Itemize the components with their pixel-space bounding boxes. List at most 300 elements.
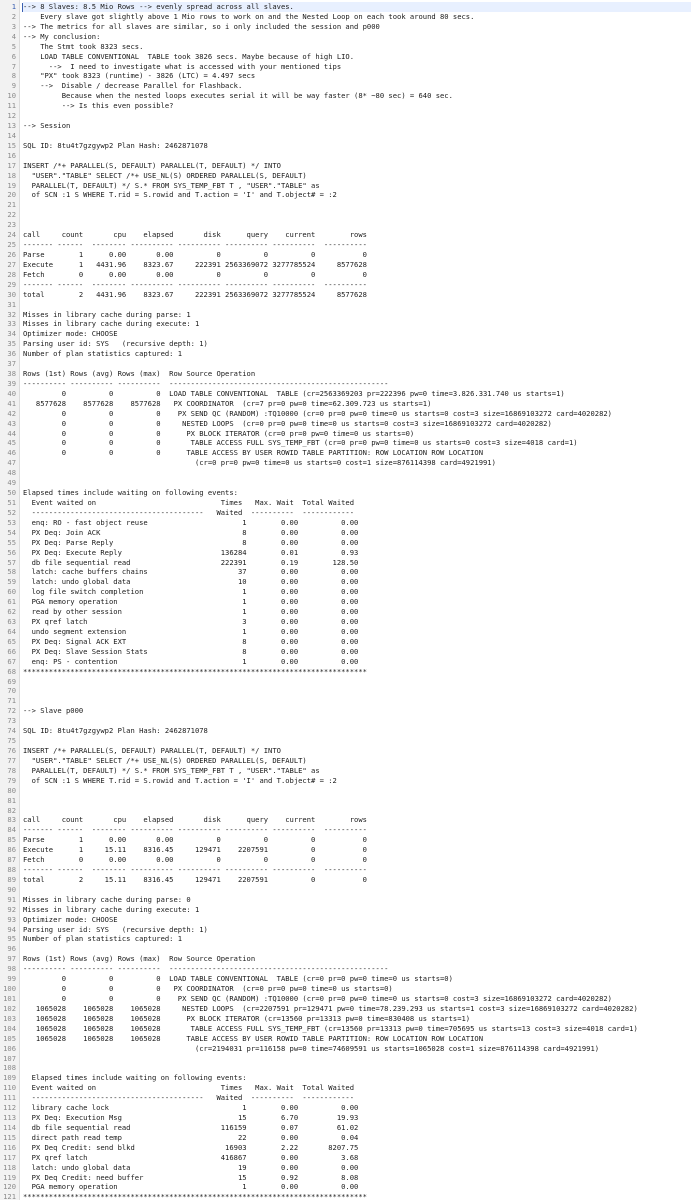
line-number: 102 [3, 1003, 16, 1013]
editor-line[interactable] [0, 250, 695, 260]
line-text: call count cpu elapsed disk query current rows [23, 815, 367, 825]
line-number: 7 [11, 61, 16, 71]
editor-line[interactable] [0, 339, 695, 349]
editor-line[interactable] [0, 1153, 695, 1163]
line-number: 1 [11, 2, 16, 11]
editor-line[interactable] [0, 925, 695, 935]
editor-line[interactable] [0, 230, 695, 240]
line-number: 42 [7, 408, 16, 418]
line-number: 24 [7, 230, 16, 240]
line-number: 45 [7, 438, 16, 448]
line-number: 105 [3, 1033, 16, 1043]
editor-line[interactable] [0, 101, 695, 111]
editor-line[interactable] [0, 280, 695, 290]
line-text: 0 0 0 NESTED LOOPS (cr=0 pr=0 pw=0 time=0 us starts=0 cost=3 size=16869103272 card=4020282) [23, 418, 552, 428]
line-number: 10 [7, 91, 16, 101]
editor-line[interactable] [0, 190, 695, 200]
editor-line[interactable] [0, 300, 695, 310]
editor-line[interactable] [0, 637, 695, 647]
line-text: enq: PS - contention 1 0.00 0.00 [23, 656, 359, 666]
line-text: Execute 1 15.11 8316.45 129471 2207591 0 0 [23, 845, 367, 855]
editor-line[interactable] [0, 310, 695, 320]
editor-line[interactable] [0, 1133, 695, 1143]
editor-line[interactable] [0, 1024, 695, 1034]
line-text: PX Deq: Signal ACK EXT 8 0.00 0.00 [23, 636, 359, 646]
line-text: enq: RO - fast object reuse 1 0.00 0.00 [23, 517, 359, 527]
line-number: 52 [7, 507, 16, 517]
editor-line[interactable] [0, 1173, 695, 1183]
line-text: Parsing user id: SYS (recursive depth: 1) [23, 339, 208, 349]
editor-line[interactable] [0, 786, 695, 796]
editor-line[interactable] [0, 91, 695, 101]
line-number: 74 [7, 726, 16, 736]
line-number: 82 [7, 805, 16, 815]
line-number: 4 [11, 31, 16, 41]
line-number: 15 [7, 140, 16, 150]
line-text: Elapsed times include waiting on following events: [23, 1073, 247, 1083]
line-text: latch: cache buffers chains 37 0.00 0.00 [23, 567, 359, 577]
line-text: --> 8 Slaves: 8.5 Mio Rows --> evenly spread across all slaves. [23, 2, 691, 12]
line-text: log file switch completion 1 0.00 0.00 [23, 587, 359, 597]
line-number: 62 [7, 607, 16, 617]
line-text: call count cpu elapsed disk query current rows [23, 230, 367, 240]
line-text: SQL ID: 8tu4t7gzgywp2 Plan Hash: 2462871078 [23, 140, 208, 150]
line-number: 87 [7, 855, 16, 865]
line-number: 64 [7, 626, 16, 636]
line-number: 117 [3, 1152, 16, 1162]
editor-line[interactable] [0, 667, 695, 677]
line-number: 92 [7, 904, 16, 914]
editor-line[interactable] [0, 806, 695, 816]
line-number: 22 [7, 210, 16, 220]
editor-line[interactable] [0, 1063, 695, 1073]
line-text: ---------- ---------- ---------- --------------------------------------------------- [23, 964, 389, 974]
line-text: 0 0 0 LOAD TABLE CONVENTIONAL TABLE (cr=2563369203 pr=222396 pw=0 time=3.826.331.740 us starts=1) [23, 388, 565, 398]
editor-line[interactable] [0, 32, 695, 42]
editor-line[interactable] [0, 1014, 695, 1024]
line-text: PX Deq: Execute Reply 136284 0.01 0.93 [23, 547, 359, 557]
line-text: latch: undo global data 10 0.00 0.00 [23, 577, 359, 587]
line-text: PGA memory operation 1 0.00 0.00 [23, 597, 359, 607]
editor-line[interactable] [0, 954, 695, 964]
line-text: INSERT /*+ PARALLEL(S, DEFAULT) PARALLEL(T, DEFAULT) */ INTO [23, 160, 281, 170]
editor-line[interactable] [0, 319, 695, 329]
editor-line[interactable] [0, 71, 695, 81]
editor-line[interactable] [0, 647, 695, 657]
editor-line[interactable] [0, 260, 695, 270]
line-text: (cr=0 pr=0 pw=0 time=0 us starts=0 cost=1 size=876114398 card=4921991) [23, 458, 496, 468]
editor-line[interactable] [0, 528, 695, 538]
editor-line[interactable] [0, 2, 695, 12]
editor-line[interactable] [0, 1143, 695, 1153]
line-number: 37 [7, 359, 16, 369]
line-number: 108 [3, 1063, 16, 1073]
editor-line[interactable] [0, 1044, 695, 1054]
editor-line[interactable] [0, 240, 695, 250]
line-number: 29 [7, 279, 16, 289]
editor-line[interactable] [0, 131, 695, 141]
line-number: 113 [3, 1113, 16, 1123]
line-number: 118 [3, 1162, 16, 1172]
editor-line[interactable] [0, 696, 695, 706]
line-text: Number of plan statistics captured: 1 [23, 934, 183, 944]
line-number: 90 [7, 884, 16, 894]
line-number: 20 [7, 190, 16, 200]
editor-line[interactable] [0, 885, 695, 895]
editor-line[interactable] [0, 627, 695, 637]
line-text: ------- ------ -------- ---------- ---------- ---------- ---------- ---------- [23, 240, 367, 250]
line-number: 59 [7, 577, 16, 587]
line-text: latch: undo global data 19 0.00 0.00 [23, 1162, 359, 1172]
editor-line[interactable] [0, 12, 695, 22]
editor-line[interactable] [0, 964, 695, 974]
line-text: --> Session [23, 121, 71, 131]
line-number: 83 [7, 815, 16, 825]
editor-line[interactable] [0, 220, 695, 230]
line-text: Number of plan statistics captured: 1 [23, 349, 183, 359]
editor-line[interactable] [0, 111, 695, 121]
editor-line[interactable] [0, 677, 695, 687]
editor-line[interactable] [0, 161, 695, 171]
line-text: Fetch 0 0.00 0.00 0 0 0 0 [23, 855, 367, 865]
line-text: (cr=2194031 pr=116158 pw=0 time=74609591 us starts=1065028 cost=1 size=876114398 card=4921991) [23, 1043, 600, 1053]
line-text: Misses in library cache during execute: 1 [23, 319, 200, 329]
line-number: 63 [7, 617, 16, 627]
editor-line[interactable] [0, 607, 695, 617]
editor-line[interactable] [0, 329, 695, 339]
line-number: 39 [7, 378, 16, 388]
line-text: ------- ------ -------- ---------- ---------- ---------- ---------- ---------- [23, 279, 367, 289]
line-number: 26 [7, 250, 16, 259]
line-number: 80 [7, 785, 16, 795]
line-text: 0 0 0 PX SEND QC (RANDOM) :TQ10000 (cr=0 pr=0 pw=0 time=0 us starts=0 cost=3 size=16869103272 card=4020282) [23, 994, 612, 1003]
editor-line[interactable] [0, 389, 695, 399]
editor-line[interactable] [0, 171, 695, 181]
line-number: 54 [7, 527, 16, 537]
line-number: 100 [3, 984, 16, 994]
editor-line[interactable] [0, 488, 695, 498]
line-number: 76 [7, 746, 16, 755]
editor-line[interactable] [0, 62, 695, 72]
editor-line[interactable] [0, 577, 695, 587]
line-number: 43 [7, 418, 16, 428]
editor-line[interactable] [0, 1113, 695, 1123]
editor-line[interactable] [0, 776, 695, 786]
line-text: 0 0 0 PX SEND QC (RANDOM) :TQ10000 (cr=0 pr=0 pw=0 time=0 us starts=0 cost=3 size=16869103272 card=4020282) [23, 408, 612, 418]
line-text: --> Is this even possible? [23, 101, 174, 111]
editor-line[interactable] [0, 1083, 695, 1093]
line-number: 71 [7, 696, 16, 706]
editor-line[interactable] [0, 994, 695, 1004]
line-text: 1065028 1065028 1065028 TABLE ACCESS BY USER ROWID TABLE PARTITION: ROW LOCATION ROW LOCATION [23, 1033, 483, 1043]
line-text: Optimizer mode: CHOOSE [23, 914, 118, 924]
line-text: db file sequential read 222391 0.19 128.50 [23, 557, 359, 567]
editor-line[interactable] [0, 141, 695, 151]
line-text: Parse 1 0.00 0.00 0 0 0 0 [23, 835, 367, 845]
line-text: Optimizer mode: CHOOSE [23, 329, 118, 339]
line-number: 89 [7, 874, 16, 884]
editor-line[interactable] [0, 508, 695, 518]
editor-line[interactable] [0, 617, 695, 627]
editor-line[interactable] [0, 934, 695, 944]
line-number: 120 [3, 1182, 16, 1192]
line-text: ---------- ---------- ---------- --------------------------------------------------- [23, 378, 389, 388]
line-number: 81 [7, 795, 16, 805]
line-text: ******************************************************************************** [23, 1192, 367, 1200]
editor-line[interactable] [0, 1163, 695, 1173]
line-text: --> The metrics for all slaves are similar, so i only included the session and p000 [23, 21, 380, 31]
editor-line[interactable] [0, 151, 695, 161]
line-text: ---------------------------------------- Waited ---------- ------------ [23, 507, 355, 517]
editor-line[interactable] [0, 52, 695, 62]
line-text: ------- ------ -------- ---------- ---------- ---------- ---------- ---------- [23, 825, 367, 835]
line-text: ------- ------ -------- ---------- ---------- ---------- ---------- ---------- [23, 865, 367, 875]
editor-line[interactable] [0, 379, 695, 389]
editor-line[interactable] [0, 1054, 695, 1064]
line-number: 65 [7, 636, 16, 646]
editor-line[interactable] [0, 686, 695, 696]
line-text: 0 0 0 PX BLOCK ITERATOR (cr=0 pr=0 pw=0 time=0 us starts=0) [23, 428, 415, 438]
editor-line[interactable] [0, 657, 695, 667]
line-text: Elapsed times include waiting on following events: [23, 488, 238, 498]
line-number: 75 [7, 736, 16, 746]
line-number: 35 [7, 339, 16, 349]
line-number: 30 [7, 289, 16, 299]
editor-line[interactable] [0, 1182, 695, 1192]
editor-line[interactable] [0, 726, 695, 736]
line-number: 101 [3, 994, 16, 1003]
editor-line[interactable] [0, 756, 695, 766]
editor-line[interactable] [0, 1192, 695, 1200]
editor-line[interactable] [0, 270, 695, 280]
line-number: 78 [7, 765, 16, 775]
editor-line[interactable] [0, 905, 695, 915]
editor-line[interactable] [0, 597, 695, 607]
editor-line[interactable] [0, 746, 695, 756]
line-number: 95 [7, 934, 16, 944]
line-text: LOAD TABLE CONVENTIONAL TABLE took 3826 secs. Maybe because of high LIO. [23, 51, 355, 61]
line-number: 73 [7, 716, 16, 726]
line-number: 2 [11, 11, 16, 21]
line-text: 0 0 0 TABLE ACCESS BY USER ROWID TABLE PARTITION: ROW LOCATION ROW LOCATION [23, 448, 483, 458]
line-text: 0 0 0 PX COORDINATOR (cr=0 pr=0 pw=0 time=0 us starts=0) [23, 984, 393, 994]
line-number: 115 [3, 1132, 16, 1142]
editor-line[interactable] [0, 478, 695, 488]
editor-line[interactable] [0, 706, 695, 716]
line-text: PX qref latch 3 0.00 0.00 [23, 617, 359, 627]
editor-line[interactable] [0, 855, 695, 865]
editor-line[interactable] [0, 22, 695, 32]
editor-line[interactable] [0, 1073, 695, 1083]
line-text: 1065028 1065028 1065028 TABLE ACCESS FULL SYS_TEMP_FBT (cr=13560 pr=13313 pw=0 time=705695 us starts=13 cost=3 size=4018 card=1) [23, 1023, 638, 1033]
line-text: Misses in library cache during execute: 1 [23, 904, 200, 914]
editor-line[interactable] [0, 915, 695, 925]
editor-line[interactable] [0, 399, 695, 409]
line-text: PX Deq: Slave Session Stats 8 0.00 0.00 [23, 646, 359, 656]
line-number: 19 [7, 180, 16, 190]
editor-line[interactable] [0, 538, 695, 548]
line-number: 91 [7, 894, 16, 904]
line-text: PARALLEL(T, DEFAULT) */ S.* FROM SYS_TEMP_FBT T , "USER"."TABLE" as [23, 180, 320, 190]
line-number: 36 [7, 349, 16, 359]
editor-line[interactable] [0, 587, 695, 597]
line-text: Event waited on Times Max. Wait Total Waited [23, 1083, 355, 1093]
editor-line[interactable] [0, 359, 695, 369]
line-text: "PX" took 8323 (runtime) - 3826 (LTC) = 4.497 secs [23, 71, 256, 81]
line-number: 84 [7, 825, 16, 835]
line-number: 88 [7, 865, 16, 875]
editor-line[interactable] [0, 875, 695, 885]
editor-line[interactable] [0, 290, 695, 300]
line-number: 50 [7, 488, 16, 498]
line-text: --> My conclusion: [23, 31, 101, 41]
line-text: Every slave got slightly above 1 Mio rows to work on and the Nested Loop on each took around 80 secs. [23, 11, 475, 21]
line-text: Parsing user id: SYS (recursive depth: 1) [23, 924, 208, 934]
line-text: PX Deq: Join ACK 8 0.00 0.00 [23, 527, 359, 537]
line-number: 93 [7, 914, 16, 924]
line-number: 107 [3, 1053, 16, 1063]
line-text: direct path read temp 22 0.00 0.04 [23, 1132, 359, 1142]
line-number: 94 [7, 924, 16, 934]
editor-line[interactable] [0, 518, 695, 528]
editor-line[interactable] [0, 181, 695, 191]
line-number: 40 [7, 388, 16, 398]
line-number: 104 [3, 1023, 16, 1033]
line-text: library cache lock 1 0.00 0.00 [23, 1103, 359, 1113]
editor-line[interactable] [0, 1034, 695, 1044]
line-number: 68 [7, 666, 16, 676]
line-number: 111 [3, 1093, 16, 1103]
line-text: db file sequential read 116159 0.07 61.02 [23, 1122, 359, 1132]
line-text: PX Deq Credit: need buffer 15 0.92 8.08 [23, 1172, 359, 1182]
editor-line[interactable] [0, 567, 695, 577]
editor-line[interactable] [0, 548, 695, 558]
line-text: "USER"."TABLE" SELECT /*+ USE_NL(S) ORDERED PARALLEL(S, DEFAULT) [23, 170, 307, 180]
editor-line[interactable] [0, 409, 695, 419]
line-number: 116 [3, 1142, 16, 1152]
line-text: Execute 1 4431.96 8323.67 222391 2563369072 3277785524 8577628 [23, 259, 367, 269]
editor-line[interactable] [0, 835, 695, 845]
line-number: 66 [7, 646, 16, 656]
editor-line[interactable] [0, 210, 695, 220]
editor-line[interactable] [0, 121, 695, 131]
line-number: 51 [7, 498, 16, 507]
editor-line[interactable] [0, 865, 695, 875]
editor-line[interactable] [0, 369, 695, 379]
editor-line[interactable] [0, 498, 695, 508]
line-number: 86 [7, 845, 16, 855]
line-number: 31 [7, 299, 16, 309]
line-number: 110 [3, 1083, 16, 1093]
line-text: ******************************************************************************** [23, 666, 367, 676]
line-number: 11 [7, 101, 16, 111]
line-text: undo segment extension 1 0.00 0.00 [23, 626, 359, 636]
editor-line[interactable] [0, 1093, 695, 1103]
line-number: 9 [11, 81, 16, 91]
line-number: 69 [7, 676, 16, 686]
editor-line[interactable] [0, 766, 695, 776]
editor-line[interactable] [0, 349, 695, 359]
editor-line[interactable] [0, 448, 695, 458]
line-number: 119 [3, 1172, 16, 1182]
line-number: 112 [3, 1103, 16, 1113]
editor-line[interactable] [0, 815, 695, 825]
line-number: 14 [7, 130, 16, 140]
line-number: 121 [3, 1192, 16, 1200]
line-number: 47 [7, 458, 16, 468]
editor-line[interactable] [0, 1004, 695, 1014]
editor-line[interactable] [0, 984, 695, 994]
editor-line[interactable] [0, 419, 695, 429]
editor-line[interactable] [0, 429, 695, 439]
line-text: 8577628 8577628 8577628 PX COORDINATOR (cr=7 pr=0 pw=0 time=62.309.723 us starts=1) [23, 398, 432, 408]
editor-line[interactable] [0, 716, 695, 726]
line-number: 60 [7, 587, 16, 597]
line-number: 46 [7, 448, 16, 458]
line-text: of SCN :1 S WHERE T.rid = S.rowid and T.action = 'I' and T.object# = :2 [23, 775, 337, 785]
line-number: 97 [7, 954, 16, 964]
line-text: "USER"."TABLE" SELECT /*+ USE_NL(S) ORDERED PARALLEL(S, DEFAULT) [23, 755, 307, 765]
editor-line[interactable] [0, 468, 695, 478]
line-number: 53 [7, 517, 16, 527]
line-text: PX qref latch 416867 0.00 3.68 [23, 1152, 359, 1162]
editor-line[interactable] [0, 845, 695, 855]
line-number: 6 [11, 51, 16, 61]
editor-line[interactable] [0, 796, 695, 806]
line-number: 58 [7, 567, 16, 577]
editor-line[interactable] [0, 200, 695, 210]
editor-line[interactable] [0, 558, 695, 568]
editor-line[interactable] [0, 736, 695, 746]
editor-line[interactable] [0, 974, 695, 984]
line-text: of SCN :1 S WHERE T.rid = S.rowid and T.action = 'I' and T.object# = :2 [23, 190, 337, 200]
line-number: 5 [11, 41, 16, 51]
line-text: --> Slave p000 [23, 706, 84, 716]
editor-line[interactable] [0, 895, 695, 905]
editor-line[interactable] [0, 42, 695, 52]
line-number: 3 [11, 21, 16, 31]
line-number: 18 [7, 170, 16, 180]
line-text: --> Disable / decrease Parallel for Flashback. [23, 81, 243, 91]
line-text: SQL ID: 8tu4t7gzgywp2 Plan Hash: 2462871078 [23, 726, 208, 736]
line-number: 114 [3, 1122, 16, 1132]
line-text: PX Deq: Execution Msg 15 6.70 19.93 [23, 1113, 359, 1123]
line-number: 23 [7, 220, 16, 230]
editor-line[interactable] [0, 1123, 695, 1133]
line-number: 16 [7, 150, 16, 160]
line-text: PX Deq Credit: send blkd 16903 2.22 8207.75 [23, 1142, 359, 1152]
editor-line[interactable] [0, 81, 695, 91]
editor-line[interactable] [0, 438, 695, 448]
line-text: INSERT /*+ PARALLEL(S, DEFAULT) PARALLEL(T, DEFAULT) */ INTO [23, 746, 281, 755]
line-number: 8 [11, 71, 16, 81]
editor-line[interactable] [0, 1103, 695, 1113]
editor-line[interactable] [0, 944, 695, 954]
line-number: 49 [7, 478, 16, 488]
line-text: Because when the nested loops executes serial it will be way faster (8* ~80 sec) = 640 sec. [23, 91, 453, 101]
line-number: 98 [7, 964, 16, 974]
line-number: 79 [7, 775, 16, 785]
line-text: total 2 15.11 8316.45 129471 2207591 0 0 [23, 874, 367, 884]
editor-line[interactable] [0, 825, 695, 835]
line-text: PARALLEL(T, DEFAULT) */ S.* FROM SYS_TEMP_FBT T , "USER"."TABLE" as [23, 765, 320, 775]
line-number: 77 [7, 755, 16, 765]
line-number: 96 [7, 944, 16, 954]
line-text: Event waited on Times Max. Wait Total Waited [23, 498, 355, 507]
line-text: Misses in library cache during parse: 1 [23, 309, 191, 319]
line-number: 41 [7, 398, 16, 408]
editor-line[interactable] [0, 458, 695, 468]
